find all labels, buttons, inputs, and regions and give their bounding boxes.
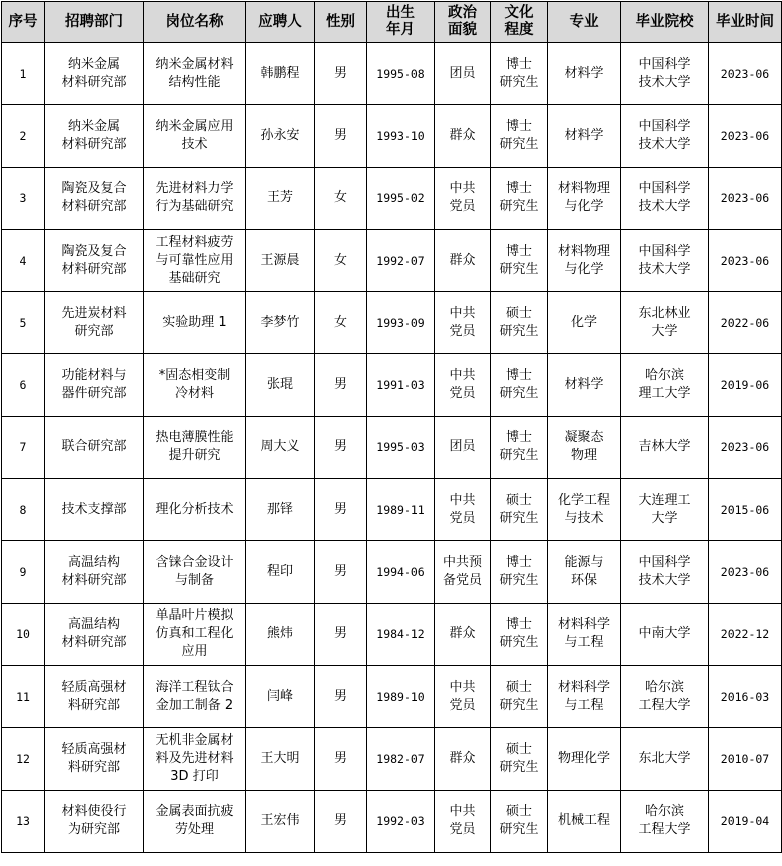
cell-education: 博士 研究生 — [491, 167, 548, 229]
cell-birth: 1989-11 — [367, 479, 435, 541]
cell-position: 实验助理 1 — [144, 292, 246, 354]
cell-position: 海洋工程钛合 金加工制备 2 — [144, 665, 246, 727]
cell-applicant: 王源晨 — [246, 229, 315, 291]
cell-department: 纳米金属 材料研究部 — [45, 105, 144, 167]
cell-applicant: 王大明 — [246, 728, 315, 790]
cell-school: 哈尔滨 工程大学 — [621, 665, 709, 727]
cell-birth: 1992-07 — [367, 229, 435, 291]
cell-school: 中国科学 技术大学 — [621, 229, 709, 291]
cell-major: 化学工程 与技术 — [548, 479, 621, 541]
cell-major: 材料学 — [548, 105, 621, 167]
header-row — [2, 2, 782, 43]
table-row — [2, 416, 782, 478]
cell-birth: 1993-09 — [367, 292, 435, 354]
header-major: 专业 — [548, 2, 621, 43]
cell-major: 材料物理 与化学 — [548, 167, 621, 229]
cell-education: 硕士 研究生 — [491, 479, 548, 541]
cell-position: 无机非金属材 料及先进材料 3D 打印 — [144, 728, 246, 790]
cell-index: 3 — [2, 167, 45, 229]
cell-applicant: 那铎 — [246, 479, 315, 541]
cell-gender: 女 — [315, 229, 367, 291]
table-row — [2, 665, 782, 727]
cell-education: 博士 研究生 — [491, 541, 548, 603]
table-row — [2, 167, 782, 229]
header-index: 序号 — [2, 2, 45, 43]
cell-political: 中共 党员 — [435, 665, 491, 727]
cell-major: 材料科学 与工程 — [548, 603, 621, 665]
table-row — [2, 479, 782, 541]
header-birth: 出生 年月 — [367, 2, 435, 43]
table-row — [2, 603, 782, 665]
cell-position: 单晶叶片模拟 仿真和工程化 应用 — [144, 603, 246, 665]
header-department: 招聘部门 — [45, 2, 144, 43]
cell-index: 9 — [2, 541, 45, 603]
table-row — [2, 229, 782, 291]
header-school: 毕业院校 — [621, 2, 709, 43]
cell-graduation: 2023-06 — [709, 105, 782, 167]
cell-school: 中国科学 技术大学 — [621, 167, 709, 229]
cell-position: 先进材料力学 行为基础研究 — [144, 167, 246, 229]
cell-graduation: 2015-06 — [709, 479, 782, 541]
cell-index: 7 — [2, 416, 45, 478]
cell-position: *固态相变制 冷材料 — [144, 354, 246, 416]
cell-political: 中共 党员 — [435, 354, 491, 416]
table-row — [2, 728, 782, 790]
cell-birth: 1994-06 — [367, 541, 435, 603]
cell-gender: 男 — [315, 43, 367, 105]
cell-position: 纳米金属材料 结构性能 — [144, 43, 246, 105]
cell-gender: 男 — [315, 603, 367, 665]
cell-applicant: 熊炜 — [246, 603, 315, 665]
header-political: 政治 面貌 — [435, 2, 491, 43]
cell-major: 凝聚态 物理 — [548, 416, 621, 478]
cell-index: 6 — [2, 354, 45, 416]
cell-gender: 男 — [315, 665, 367, 727]
cell-major: 材料学 — [548, 354, 621, 416]
cell-birth: 1984-12 — [367, 603, 435, 665]
cell-school: 东北大学 — [621, 728, 709, 790]
cell-school: 吉林大学 — [621, 416, 709, 478]
cell-gender: 男 — [315, 354, 367, 416]
cell-applicant: 王宏伟 — [246, 790, 315, 852]
cell-political: 群众 — [435, 728, 491, 790]
cell-school: 东北林业 大学 — [621, 292, 709, 354]
cell-graduation: 2019-04 — [709, 790, 782, 852]
cell-education: 博士 研究生 — [491, 354, 548, 416]
cell-school: 中国科学 技术大学 — [621, 541, 709, 603]
cell-graduation: 2023-06 — [709, 541, 782, 603]
table-row — [2, 790, 782, 852]
cell-major: 材料物理 与化学 — [548, 229, 621, 291]
cell-department: 技术支撑部 — [45, 479, 144, 541]
cell-birth: 1991-03 — [367, 354, 435, 416]
cell-education: 博士 研究生 — [491, 229, 548, 291]
recruitment-table — [1, 1, 782, 853]
cell-position: 金属表面抗疲 劳处理 — [144, 790, 246, 852]
cell-gender: 女 — [315, 167, 367, 229]
header-gender: 性别 — [315, 2, 367, 43]
cell-gender: 男 — [315, 416, 367, 478]
cell-department: 高温结构 材料研究部 — [45, 603, 144, 665]
cell-department: 功能材料与 器件研究部 — [45, 354, 144, 416]
cell-department: 陶瓷及复合 材料研究部 — [45, 229, 144, 291]
cell-education: 博士 研究生 — [491, 603, 548, 665]
cell-education: 硕士 研究生 — [491, 790, 548, 852]
cell-position: 热电薄膜性能 提升研究 — [144, 416, 246, 478]
cell-education: 博士 研究生 — [491, 105, 548, 167]
cell-applicant: 李梦竹 — [246, 292, 315, 354]
cell-birth: 1993-10 — [367, 105, 435, 167]
cell-school: 哈尔滨 工程大学 — [621, 790, 709, 852]
cell-graduation: 2023-06 — [709, 167, 782, 229]
cell-applicant: 王芳 — [246, 167, 315, 229]
cell-graduation: 2023-06 — [709, 43, 782, 105]
cell-index: 13 — [2, 790, 45, 852]
cell-applicant: 闫峰 — [246, 665, 315, 727]
cell-gender: 男 — [315, 479, 367, 541]
cell-department: 纳米金属 材料研究部 — [45, 43, 144, 105]
cell-birth: 1995-08 — [367, 43, 435, 105]
cell-political: 中共预 备党员 — [435, 541, 491, 603]
cell-graduation: 2023-06 — [709, 229, 782, 291]
cell-education: 硕士 研究生 — [491, 292, 548, 354]
header-applicant: 应聘人 — [246, 2, 315, 43]
cell-applicant: 周大义 — [246, 416, 315, 478]
cell-birth: 1989-10 — [367, 665, 435, 727]
cell-department: 轻质高强材 料研究部 — [45, 728, 144, 790]
cell-position: 理化分析技术 — [144, 479, 246, 541]
cell-index: 1 — [2, 43, 45, 105]
cell-education: 博士 研究生 — [491, 43, 548, 105]
cell-birth: 1982-07 — [367, 728, 435, 790]
cell-department: 高温结构 材料研究部 — [45, 541, 144, 603]
cell-school: 大连理工 大学 — [621, 479, 709, 541]
table-row — [2, 292, 782, 354]
cell-birth: 1992-03 — [367, 790, 435, 852]
cell-school: 中南大学 — [621, 603, 709, 665]
cell-political: 群众 — [435, 229, 491, 291]
cell-index: 10 — [2, 603, 45, 665]
cell-gender: 男 — [315, 541, 367, 603]
cell-index: 11 — [2, 665, 45, 727]
cell-school: 哈尔滨 理工大学 — [621, 354, 709, 416]
cell-graduation: 2022-06 — [709, 292, 782, 354]
table-row — [2, 541, 782, 603]
cell-education: 博士 研究生 — [491, 416, 548, 478]
cell-political: 中共 党员 — [435, 292, 491, 354]
cell-education: 硕士 研究生 — [491, 728, 548, 790]
cell-graduation: 2022-12 — [709, 603, 782, 665]
cell-school: 中国科学 技术大学 — [621, 43, 709, 105]
cell-gender: 女 — [315, 292, 367, 354]
cell-political: 中共 党员 — [435, 790, 491, 852]
cell-gender: 男 — [315, 105, 367, 167]
cell-major: 化学 — [548, 292, 621, 354]
cell-major: 物理化学 — [548, 728, 621, 790]
cell-graduation: 2016-03 — [709, 665, 782, 727]
cell-major: 机械工程 — [548, 790, 621, 852]
cell-political: 团员 — [435, 43, 491, 105]
cell-department: 联合研究部 — [45, 416, 144, 478]
cell-major: 能源与 环保 — [548, 541, 621, 603]
cell-position: 纳米金属应用 技术 — [144, 105, 246, 167]
cell-index: 5 — [2, 292, 45, 354]
cell-graduation: 2010-07 — [709, 728, 782, 790]
cell-applicant: 孙永安 — [246, 105, 315, 167]
cell-political: 群众 — [435, 603, 491, 665]
cell-education: 硕士 研究生 — [491, 665, 548, 727]
cell-department: 陶瓷及复合 材料研究部 — [45, 167, 144, 229]
header-position: 岗位名称 — [144, 2, 246, 43]
cell-index: 2 — [2, 105, 45, 167]
header-graduation: 毕业时间 — [709, 2, 782, 43]
cell-graduation: 2019-06 — [709, 354, 782, 416]
cell-major: 材料学 — [548, 43, 621, 105]
cell-applicant: 韩鹏程 — [246, 43, 315, 105]
table-row — [2, 354, 782, 416]
table-body — [2, 43, 782, 853]
cell-index: 8 — [2, 479, 45, 541]
cell-index: 12 — [2, 728, 45, 790]
cell-political: 团员 — [435, 416, 491, 478]
cell-department: 先进炭材料 研究部 — [45, 292, 144, 354]
cell-birth: 1995-02 — [367, 167, 435, 229]
cell-gender: 男 — [315, 790, 367, 852]
cell-department: 材料使役行 为研究部 — [45, 790, 144, 852]
cell-political: 中共 党员 — [435, 479, 491, 541]
table-row — [2, 43, 782, 105]
cell-index: 4 — [2, 229, 45, 291]
cell-birth: 1995-03 — [367, 416, 435, 478]
cell-graduation: 2023-06 — [709, 416, 782, 478]
cell-political: 中共 党员 — [435, 167, 491, 229]
cell-school: 中国科学 技术大学 — [621, 105, 709, 167]
cell-major: 材料科学 与工程 — [548, 665, 621, 727]
cell-gender: 男 — [315, 728, 367, 790]
cell-department: 轻质高强材 料研究部 — [45, 665, 144, 727]
cell-position: 工程材料疲劳 与可靠性应用 基础研究 — [144, 229, 246, 291]
cell-position: 含铼合金设计 与制备 — [144, 541, 246, 603]
header-education: 文化 程度 — [491, 2, 548, 43]
cell-applicant: 张琨 — [246, 354, 315, 416]
cell-applicant: 程印 — [246, 541, 315, 603]
table-row — [2, 105, 782, 167]
cell-political: 群众 — [435, 105, 491, 167]
